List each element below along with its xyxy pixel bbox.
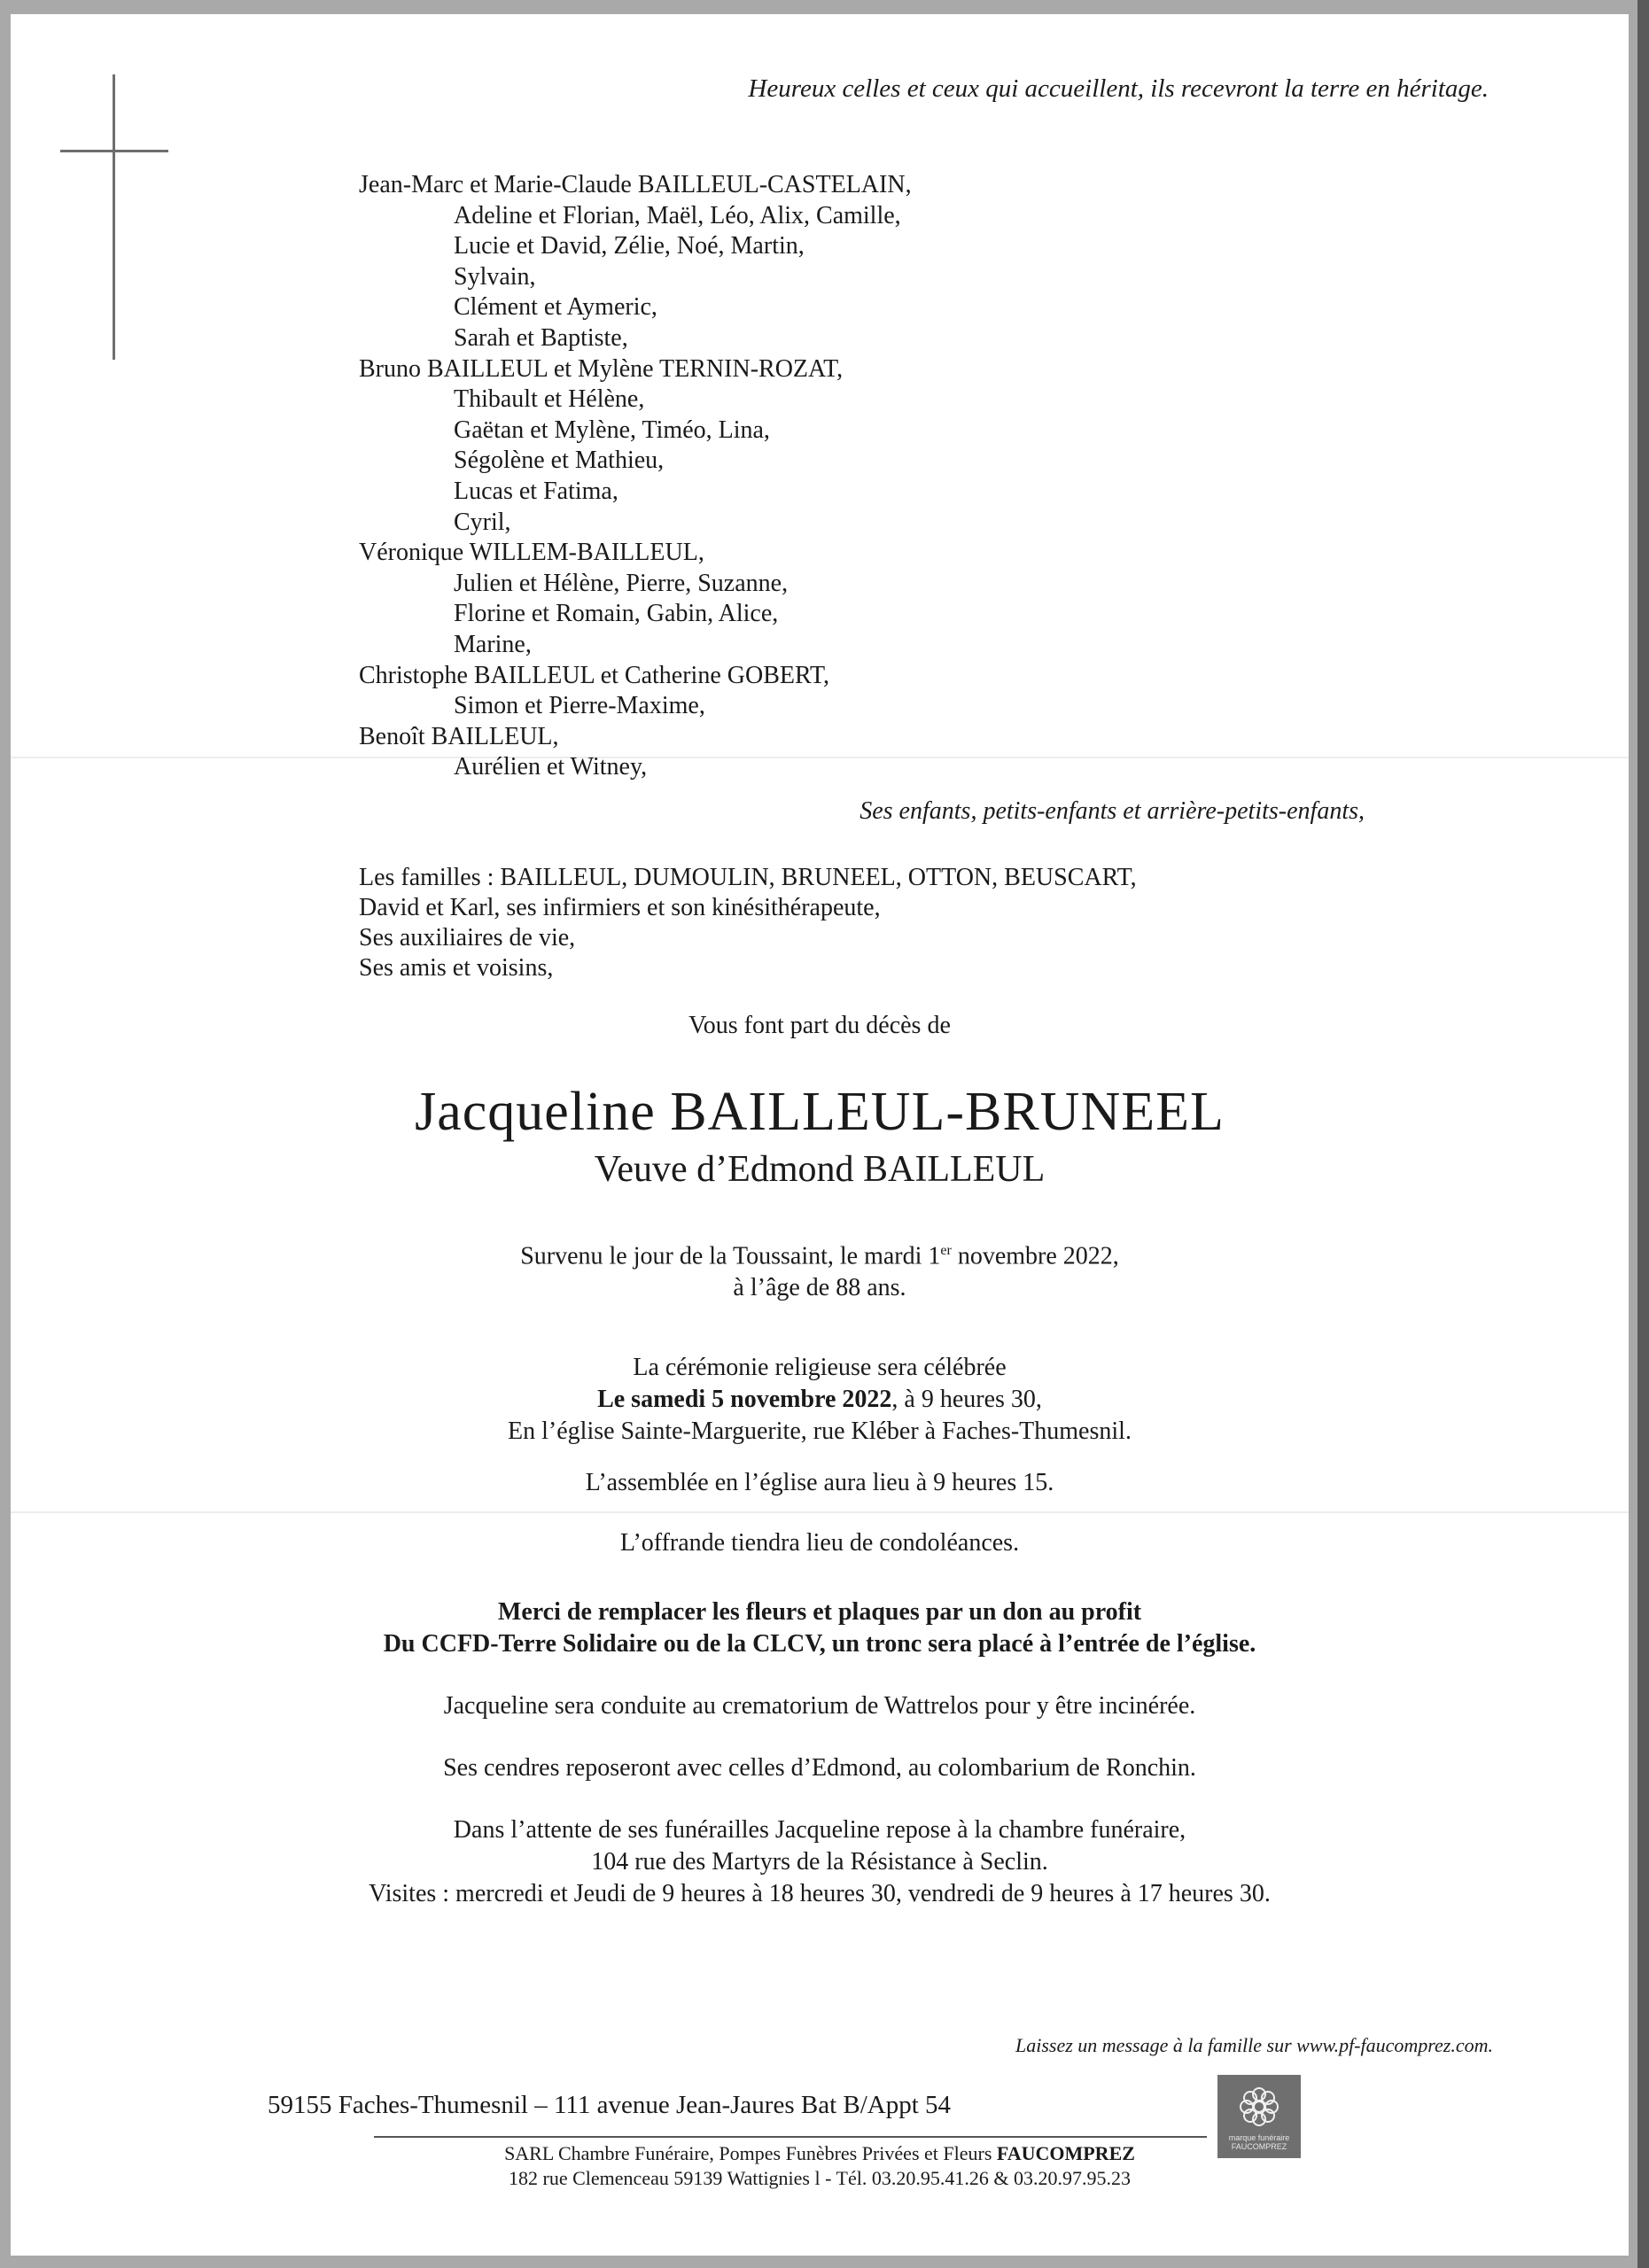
scan-border <box>1637 0 1649 2268</box>
other-mourners <box>359 863 1137 983</box>
family-line: Gaëtan et Mylène, Timéo, Lina, <box>454 416 770 444</box>
family-line: Sarah et Baptiste, <box>454 324 628 352</box>
flower-icon <box>1233 2080 1286 2133</box>
family-line: Lucas et Fatima, <box>454 478 618 505</box>
family-line: Lucie et David, Zélie, Noé, Martin, <box>454 232 805 260</box>
fold-line <box>11 1511 1629 1513</box>
family-line: Florine et Romain, Gabin, Alice, <box>454 600 779 628</box>
family-line: Julien et Hélène, Pierre, Suzanne, <box>454 569 789 597</box>
family-line: Jean-Marc et Marie-Claude BAILLEUL-CASTELAIN, <box>359 171 912 198</box>
cross-icon-bar <box>60 150 168 152</box>
family-line: Christophe BAILLEUL et Catherine GOBERT, <box>359 661 829 689</box>
family-line: Ségolène et Mathieu, <box>454 447 665 475</box>
age: à l’âge de 88 ans. <box>733 1274 906 1302</box>
flowers-notice: Merci de remplacer les fleurs et plaques par un don au profit Du CCFD-Terre Solidaire ou de la CLCV, un tronc sera placé à l’entrée de l’église. <box>383 1598 1256 1658</box>
family-signature: Ses enfants, petits-enfants et arrière-petits-enfants, <box>860 797 1365 825</box>
family-line: Thibault et Hélène, <box>454 385 645 414</box>
family-line: Adeline et Florian, Maël, Léo, Alix, Camille, <box>454 201 901 229</box>
company-name-line: SARL Chambre Funéraire, Pompes Funèbres Privées et Fleurs FAUCOMPREZ <box>504 2142 1135 2164</box>
family-line: Marine, <box>454 631 532 658</box>
message-link[interactable]: Laissez un message à la famille sur www.pf-faucomprez.com. <box>1015 2034 1493 2056</box>
mourner-line: Ses amis et voisins, <box>359 954 554 982</box>
logo-small-text: marque funéraire <box>1228 2133 1290 2142</box>
family-line: Aurélien et Witney, <box>454 753 648 781</box>
obituary-sheet <box>11 14 1629 2256</box>
ceremony-date: Le samedi 5 novembre 2022 <box>597 1386 892 1413</box>
family-address: 59155 Faches-Thumesnil – 111 avenue Jean-Jaures Bat B/Appt 54 <box>268 2091 952 2119</box>
family-line: Cyril, <box>454 508 511 536</box>
cremation-note: Jacqueline sera conduite au crematorium de Wattrelos pour y être incinérée. <box>443 1692 1196 1720</box>
logo-name: FAUCOMPREZ <box>1231 2142 1287 2151</box>
family-line: Bruno BAILLEUL et Mylène TERNIN-ROZAT, <box>359 354 844 383</box>
mourner-line: Ses auxiliaires de vie, <box>359 924 576 951</box>
family-line: Sylvain, <box>454 262 536 291</box>
ceremony-info: La cérémonie religieuse sera célébrée Le samedi 5 novembre 2022, à 9 heures 30, En l’église Sainte-Marguerite, rue Kléber à Faches-Thumesnil. <box>11 1352 1629 1448</box>
family-line: Véronique WILLEM-BAILLEUL, <box>359 539 704 567</box>
ashes-note: Ses cendres reposeront avec celles d’Edmond, au colombarium de Ronchin. <box>443 1754 1196 1782</box>
assembly-note: L’assemblée en l’église aura lieu à 9 heures 15. <box>585 1469 1054 1496</box>
company-logo <box>1217 2075 1301 2158</box>
death-date: Survenu le jour de la Toussaint, le mardi 1er novembre 2022, à l’âge de 88 ans. <box>11 1235 1629 1304</box>
family-line: Simon et Pierre-Maxime, <box>454 692 705 720</box>
widow-of: Veuve d’Edmond BAILLEUL <box>594 1149 1046 1190</box>
deceased-name: Jacqueline BAILLEUL-BRUNEEL <box>415 1082 1225 1142</box>
offering-note: L’offrande tiendra lieu de condoléances. <box>619 1529 1020 1557</box>
announcement: Vous font part du décès de <box>688 1012 951 1039</box>
family-line: Benoît BAILLEUL, <box>359 722 559 750</box>
divider <box>374 2136 1207 2138</box>
mourner-line: David et Karl, ses infirmiers et son kinésithérapeute, <box>359 894 881 921</box>
epigraph: Heureux celles et ceux qui accueillent, ils recevront la terre en héritage. <box>748 74 1489 103</box>
rest-info: Dans l’attente de ses funérailles Jacqueline repose à la chambre funéraire, 104 rue des Martyrs de la Résistance à Seclin. Visites : mercredi et Jeudi de 9 heures à 18 heures 30, vendredi de 9 heures à 17 heures 30. <box>369 1816 1271 1907</box>
ceremony-place: En l’église Sainte-Marguerite, rue Kléber à Faches-Thumesnil. <box>508 1418 1132 1445</box>
company-address: 182 rue Clemenceau 59139 Wattignies l - Tél. 03.20.95.41.26 & 03.20.97.95.23 <box>509 2167 1131 2189</box>
family-list <box>11 170 1629 817</box>
family-line: Clément et Aymeric, <box>454 293 657 322</box>
mourner-line: Les familles : BAILLEUL, DUMOULIN, BRUNEEL, OTTON, BEUSCART, <box>359 864 1137 891</box>
